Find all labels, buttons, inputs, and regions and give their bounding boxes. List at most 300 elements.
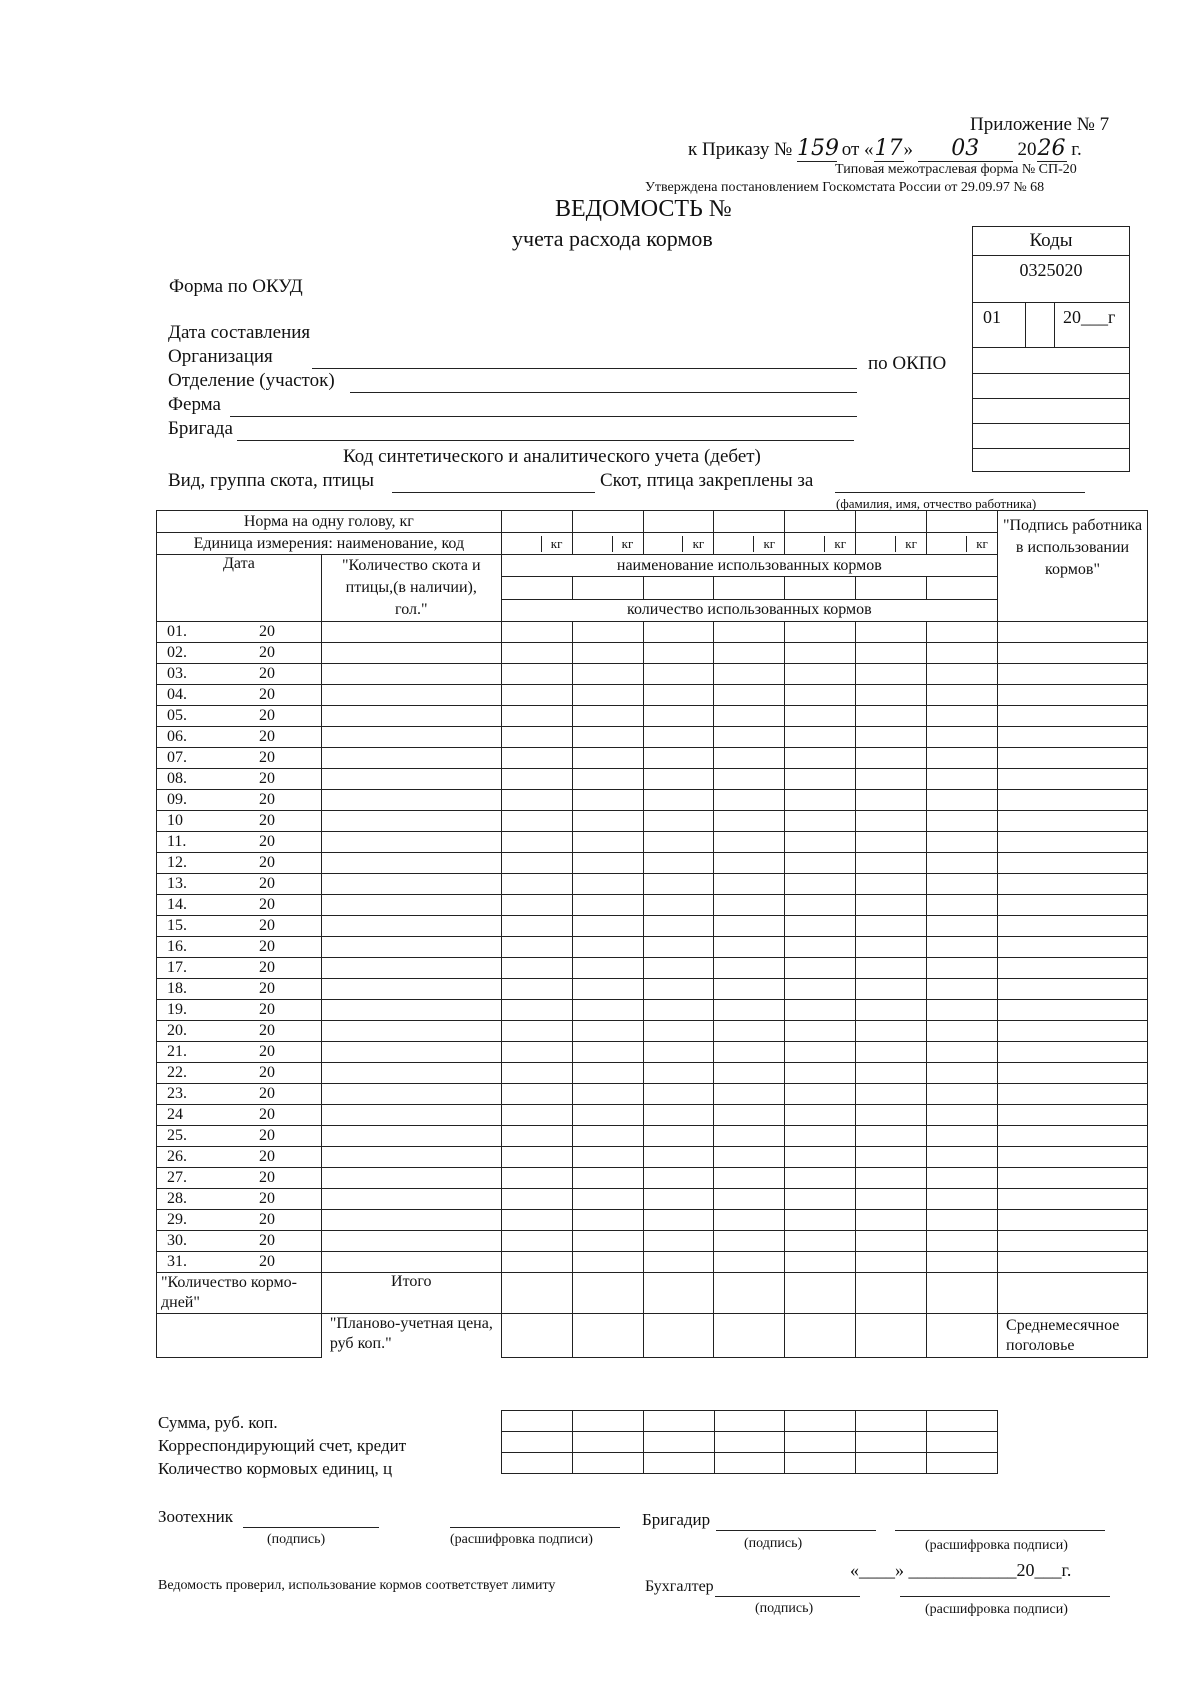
qty-cell[interactable] <box>321 685 501 706</box>
feed-qty-cell[interactable] <box>856 664 927 685</box>
feed-qty-cell[interactable] <box>856 1021 927 1042</box>
feed-qty-cell[interactable] <box>927 1105 998 1126</box>
price-cell[interactable] <box>785 1314 856 1358</box>
feed-qty-cell[interactable] <box>714 1021 785 1042</box>
accountant-decode-field[interactable] <box>900 1596 1110 1597</box>
feed-qty-cell[interactable] <box>643 916 714 937</box>
qty-cell[interactable] <box>321 979 501 1000</box>
feed-qty-cell[interactable] <box>785 1000 856 1021</box>
norm-cell[interactable] <box>927 511 998 533</box>
feed-qty-cell[interactable] <box>643 727 714 748</box>
feed-qty-cell[interactable] <box>643 853 714 874</box>
signature-cell[interactable] <box>998 1126 1148 1147</box>
feed-qty-cell[interactable] <box>714 664 785 685</box>
feed-qty-cell[interactable] <box>785 664 856 685</box>
feed-qty-cell[interactable] <box>643 748 714 769</box>
feed-qty-cell[interactable] <box>785 979 856 1000</box>
feed-qty-cell[interactable] <box>501 1105 572 1126</box>
qty-cell[interactable] <box>321 1168 501 1189</box>
qty-cell[interactable] <box>321 664 501 685</box>
feed-qty-cell[interactable] <box>643 1126 714 1147</box>
feed-qty-cell[interactable] <box>785 832 856 853</box>
feed-qty-cell[interactable] <box>501 1147 572 1168</box>
unit-cell[interactable] <box>643 533 714 555</box>
feed-qty-cell[interactable] <box>714 748 785 769</box>
feed-qty-cell[interactable] <box>572 706 643 727</box>
unit-cell[interactable] <box>785 533 856 555</box>
feed-qty-cell[interactable] <box>856 643 927 664</box>
signature-cell[interactable] <box>998 1105 1148 1126</box>
summary-cell[interactable] <box>572 1432 643 1453</box>
summary-cell[interactable] <box>927 1453 998 1474</box>
feed-qty-cell[interactable] <box>785 1126 856 1147</box>
feed-qty-cell[interactable] <box>714 937 785 958</box>
feed-qty-cell[interactable] <box>714 832 785 853</box>
unit-cell[interactable] <box>714 533 785 555</box>
feed-qty-cell[interactable] <box>856 706 927 727</box>
feed-qty-cell[interactable] <box>785 916 856 937</box>
feed-qty-cell[interactable] <box>501 706 572 727</box>
signature-cell[interactable] <box>998 832 1148 853</box>
feed-qty-cell[interactable] <box>714 874 785 895</box>
assigned-to-field[interactable] <box>835 492 1085 493</box>
feed-qty-cell[interactable] <box>572 1021 643 1042</box>
summary-cell[interactable] <box>856 1432 927 1453</box>
feed-qty-cell[interactable] <box>856 895 927 916</box>
feed-qty-cell[interactable] <box>927 832 998 853</box>
feed-qty-cell[interactable] <box>927 958 998 979</box>
zootech-signature-field[interactable] <box>243 1527 379 1528</box>
feed-qty-cell[interactable] <box>714 958 785 979</box>
price-cell[interactable] <box>501 1314 572 1358</box>
feed-qty-cell[interactable] <box>572 874 643 895</box>
feed-qty-cell[interactable] <box>572 685 643 706</box>
feed-qty-cell[interactable] <box>572 1042 643 1063</box>
signature-cell[interactable] <box>998 769 1148 790</box>
feed-qty-cell[interactable] <box>714 811 785 832</box>
feed-qty-cell[interactable] <box>572 937 643 958</box>
qty-cell[interactable] <box>321 832 501 853</box>
qty-cell[interactable] <box>321 706 501 727</box>
feed-qty-cell[interactable] <box>927 1168 998 1189</box>
summary-cell[interactable] <box>572 1411 643 1432</box>
feed-qty-cell[interactable] <box>501 979 572 1000</box>
signature-cell[interactable] <box>998 874 1148 895</box>
feed-qty-cell[interactable] <box>643 979 714 1000</box>
feed-qty-cell[interactable] <box>572 1168 643 1189</box>
signature-cell[interactable] <box>998 1021 1148 1042</box>
feed-qty-cell[interactable] <box>714 1168 785 1189</box>
summary-cell[interactable] <box>643 1432 714 1453</box>
feed-qty-cell[interactable] <box>643 1147 714 1168</box>
qty-cell[interactable] <box>321 937 501 958</box>
norm-cell[interactable] <box>785 511 856 533</box>
feed-qty-cell[interactable] <box>572 1084 643 1105</box>
total-cell[interactable] <box>927 1273 998 1314</box>
brigade-field[interactable] <box>237 440 854 441</box>
qty-cell[interactable] <box>321 895 501 916</box>
qty-cell[interactable] <box>321 1063 501 1084</box>
summary-cell[interactable] <box>785 1411 856 1432</box>
feed-qty-cell[interactable] <box>572 748 643 769</box>
feed-qty-cell[interactable] <box>714 1063 785 1084</box>
feed-qty-cell[interactable] <box>856 958 927 979</box>
feed-qty-cell[interactable] <box>501 1252 572 1273</box>
feed-qty-cell[interactable] <box>714 979 785 1000</box>
feed-qty-cell[interactable] <box>501 1042 572 1063</box>
feed-qty-cell[interactable] <box>856 1168 927 1189</box>
feed-qty-cell[interactable] <box>572 1105 643 1126</box>
signature-cell[interactable] <box>998 958 1148 979</box>
feed-qty-cell[interactable] <box>643 1231 714 1252</box>
feed-qty-cell[interactable] <box>643 895 714 916</box>
account-code[interactable] <box>973 449 1129 473</box>
feed-qty-cell[interactable] <box>785 748 856 769</box>
feed-qty-cell[interactable] <box>927 1126 998 1147</box>
price-cell[interactable] <box>927 1314 998 1358</box>
feed-qty-cell[interactable] <box>856 979 927 1000</box>
feed-qty-cell[interactable] <box>927 706 998 727</box>
feed-qty-cell[interactable] <box>572 1126 643 1147</box>
qty-cell[interactable] <box>321 916 501 937</box>
feed-qty-cell[interactable] <box>785 706 856 727</box>
feed-qty-cell[interactable] <box>927 1147 998 1168</box>
feed-qty-cell[interactable] <box>501 1231 572 1252</box>
feed-qty-cell[interactable] <box>643 790 714 811</box>
qty-cell[interactable] <box>321 874 501 895</box>
feed-qty-cell[interactable] <box>785 895 856 916</box>
feed-qty-cell[interactable] <box>856 832 927 853</box>
feed-qty-cell[interactable] <box>501 1210 572 1231</box>
feed-qty-cell[interactable] <box>856 1252 927 1273</box>
feed-qty-cell[interactable] <box>572 1147 643 1168</box>
feed-qty-cell[interactable] <box>572 832 643 853</box>
qty-cell[interactable] <box>321 748 501 769</box>
feed-qty-cell[interactable] <box>643 958 714 979</box>
feed-qty-cell[interactable] <box>501 685 572 706</box>
qty-cell[interactable] <box>321 853 501 874</box>
feed-qty-cell[interactable] <box>927 769 998 790</box>
feed-qty-cell[interactable] <box>856 748 927 769</box>
feed-qty-cell[interactable] <box>856 853 927 874</box>
feed-qty-cell[interactable] <box>643 1105 714 1126</box>
qty-cell[interactable] <box>321 1189 501 1210</box>
signature-cell[interactable] <box>998 1000 1148 1021</box>
department-code[interactable] <box>973 374 1129 399</box>
signature-cell[interactable] <box>998 1084 1148 1105</box>
feed-qty-cell[interactable] <box>927 748 998 769</box>
feed-qty-cell[interactable] <box>927 811 998 832</box>
feed-qty-cell[interactable] <box>501 874 572 895</box>
feed-qty-cell[interactable] <box>927 664 998 685</box>
signature-cell[interactable] <box>998 1231 1148 1252</box>
qty-cell[interactable] <box>321 1231 501 1252</box>
feed-qty-cell[interactable] <box>714 1189 785 1210</box>
feed-qty-cell[interactable] <box>572 916 643 937</box>
total-cell[interactable] <box>572 1273 643 1314</box>
feed-qty-cell[interactable] <box>785 958 856 979</box>
feed-qty-cell[interactable] <box>501 727 572 748</box>
feed-qty-cell[interactable] <box>714 727 785 748</box>
feed-qty-cell[interactable] <box>643 1168 714 1189</box>
feed-qty-cell[interactable] <box>714 895 785 916</box>
feed-qty-cell[interactable] <box>501 1189 572 1210</box>
total-cell[interactable] <box>643 1273 714 1314</box>
farm-code[interactable] <box>973 399 1129 424</box>
feed-qty-cell[interactable] <box>501 811 572 832</box>
zootech-decode-field[interactable] <box>450 1527 620 1528</box>
norm-cell[interactable] <box>572 511 643 533</box>
feed-qty-cell[interactable] <box>856 937 927 958</box>
signature-cell[interactable] <box>998 1168 1148 1189</box>
feed-qty-cell[interactable] <box>501 832 572 853</box>
feed-qty-cell[interactable] <box>785 685 856 706</box>
feed-qty-cell[interactable] <box>785 1252 856 1273</box>
feed-qty-cell[interactable] <box>501 643 572 664</box>
norm-cell[interactable] <box>714 511 785 533</box>
feed-name-cell[interactable] <box>714 577 785 599</box>
feed-qty-cell[interactable] <box>785 790 856 811</box>
total-cell[interactable] <box>714 1273 785 1314</box>
feed-qty-cell[interactable] <box>572 727 643 748</box>
feed-qty-cell[interactable] <box>856 1000 927 1021</box>
feed-name-cell[interactable] <box>643 577 714 599</box>
feed-qty-cell[interactable] <box>714 1105 785 1126</box>
feed-qty-cell[interactable] <box>572 1231 643 1252</box>
feed-qty-cell[interactable] <box>643 1252 714 1273</box>
qty-cell[interactable] <box>321 622 501 643</box>
feed-qty-cell[interactable] <box>785 874 856 895</box>
feed-qty-cell[interactable] <box>927 685 998 706</box>
feed-qty-cell[interactable] <box>856 1126 927 1147</box>
summary-cell[interactable] <box>714 1411 785 1432</box>
norm-cell[interactable] <box>501 511 572 533</box>
feed-qty-cell[interactable] <box>856 874 927 895</box>
summary-cell[interactable] <box>572 1453 643 1474</box>
summary-cell[interactable] <box>785 1432 856 1453</box>
feed-qty-cell[interactable] <box>714 643 785 664</box>
feed-qty-cell[interactable] <box>785 937 856 958</box>
summary-cell[interactable] <box>714 1453 785 1474</box>
feed-qty-cell[interactable] <box>856 685 927 706</box>
unit-cell[interactable] <box>856 533 927 555</box>
summary-cell[interactable] <box>927 1432 998 1453</box>
feed-qty-cell[interactable] <box>927 1210 998 1231</box>
feed-qty-cell[interactable] <box>785 1084 856 1105</box>
feed-qty-cell[interactable] <box>714 1231 785 1252</box>
feed-qty-cell[interactable] <box>927 979 998 1000</box>
norm-cell[interactable] <box>643 511 714 533</box>
feed-qty-cell[interactable] <box>927 1084 998 1105</box>
brigade-code[interactable] <box>973 424 1129 449</box>
feed-qty-cell[interactable] <box>643 664 714 685</box>
feed-qty-cell[interactable] <box>927 1252 998 1273</box>
feed-qty-cell[interactable] <box>714 853 785 874</box>
feed-qty-cell[interactable] <box>785 1042 856 1063</box>
summary-cell[interactable] <box>714 1432 785 1453</box>
feed-qty-cell[interactable] <box>785 1147 856 1168</box>
total-cell[interactable] <box>856 1273 927 1314</box>
signature-cell[interactable] <box>998 916 1148 937</box>
feed-qty-cell[interactable] <box>785 622 856 643</box>
feed-qty-cell[interactable] <box>572 1210 643 1231</box>
signature-cell[interactable] <box>998 1189 1148 1210</box>
signature-cell[interactable] <box>998 1210 1148 1231</box>
feed-qty-cell[interactable] <box>856 1063 927 1084</box>
signature-cell[interactable] <box>998 643 1148 664</box>
feed-qty-cell[interactable] <box>785 727 856 748</box>
signature-cell[interactable] <box>998 979 1148 1000</box>
feed-qty-cell[interactable] <box>572 1000 643 1021</box>
unit-cell[interactable] <box>572 533 643 555</box>
feed-qty-cell[interactable] <box>572 769 643 790</box>
feed-qty-cell[interactable] <box>643 706 714 727</box>
feed-qty-cell[interactable] <box>572 643 643 664</box>
summary-cell[interactable] <box>927 1411 998 1432</box>
feed-qty-cell[interactable] <box>927 916 998 937</box>
date-code[interactable] <box>973 303 1129 348</box>
feed-qty-cell[interactable] <box>856 769 927 790</box>
feed-qty-cell[interactable] <box>643 832 714 853</box>
feed-qty-cell[interactable] <box>572 1252 643 1273</box>
total-cell[interactable] <box>501 1273 572 1314</box>
qty-cell[interactable] <box>321 790 501 811</box>
summary-cell[interactable] <box>856 1411 927 1432</box>
feed-qty-cell[interactable] <box>785 1021 856 1042</box>
signature-cell[interactable] <box>998 811 1148 832</box>
feed-qty-cell[interactable] <box>927 1063 998 1084</box>
feed-qty-cell[interactable] <box>501 937 572 958</box>
feed-qty-cell[interactable] <box>785 811 856 832</box>
qty-cell[interactable] <box>321 1210 501 1231</box>
okpo-code[interactable] <box>973 348 1129 374</box>
feed-name-cell[interactable] <box>856 577 927 599</box>
feed-qty-cell[interactable] <box>501 790 572 811</box>
qty-cell[interactable] <box>321 1126 501 1147</box>
brigadier-signature-field[interactable] <box>716 1530 876 1531</box>
feed-name-cell[interactable] <box>572 577 643 599</box>
feed-qty-cell[interactable] <box>643 1063 714 1084</box>
feed-qty-cell[interactable] <box>856 1231 927 1252</box>
signature-cell[interactable] <box>998 937 1148 958</box>
feed-qty-cell[interactable] <box>927 1231 998 1252</box>
signature-cell[interactable] <box>998 748 1148 769</box>
feed-qty-cell[interactable] <box>572 958 643 979</box>
qty-cell[interactable] <box>321 1021 501 1042</box>
feed-name-cell[interactable] <box>927 577 998 599</box>
feed-qty-cell[interactable] <box>501 1126 572 1147</box>
feed-qty-cell[interactable] <box>856 1189 927 1210</box>
price-cell[interactable] <box>572 1314 643 1358</box>
feed-qty-cell[interactable] <box>501 1168 572 1189</box>
feed-qty-cell[interactable] <box>927 727 998 748</box>
signature-cell[interactable] <box>998 1252 1148 1273</box>
feed-qty-cell[interactable] <box>501 916 572 937</box>
signature-cell[interactable] <box>998 622 1148 643</box>
feed-qty-cell[interactable] <box>572 1063 643 1084</box>
signature-cell[interactable] <box>998 1042 1148 1063</box>
feed-qty-cell[interactable] <box>572 811 643 832</box>
signature-cell[interactable] <box>998 853 1148 874</box>
qty-cell[interactable] <box>321 1084 501 1105</box>
total-signature-cell[interactable] <box>998 1273 1148 1314</box>
feed-qty-cell[interactable] <box>501 853 572 874</box>
qty-cell[interactable] <box>321 769 501 790</box>
feed-qty-cell[interactable] <box>785 853 856 874</box>
price-cell[interactable] <box>856 1314 927 1358</box>
feed-qty-cell[interactable] <box>856 1042 927 1063</box>
feed-qty-cell[interactable] <box>927 874 998 895</box>
feed-qty-cell[interactable] <box>714 622 785 643</box>
signature-cell[interactable] <box>998 1147 1148 1168</box>
feed-qty-cell[interactable] <box>714 1210 785 1231</box>
feed-days-value[interactable] <box>157 1314 322 1358</box>
price-cell[interactable] <box>714 1314 785 1358</box>
feed-qty-cell[interactable] <box>714 1000 785 1021</box>
feed-qty-cell[interactable] <box>714 1126 785 1147</box>
feed-qty-cell[interactable] <box>572 1189 643 1210</box>
qty-cell[interactable] <box>321 1147 501 1168</box>
feed-qty-cell[interactable] <box>501 769 572 790</box>
qty-cell[interactable] <box>321 811 501 832</box>
feed-qty-cell[interactable] <box>643 1189 714 1210</box>
feed-qty-cell[interactable] <box>643 769 714 790</box>
signature-cell[interactable] <box>998 727 1148 748</box>
okud-code[interactable]: 0325020 <box>973 256 1129 303</box>
feed-qty-cell[interactable] <box>714 706 785 727</box>
feed-qty-cell[interactable] <box>856 622 927 643</box>
summary-cell[interactable] <box>643 1411 714 1432</box>
organization-field[interactable] <box>312 368 857 369</box>
qty-cell[interactable] <box>321 1000 501 1021</box>
feed-qty-cell[interactable] <box>856 1210 927 1231</box>
summary-cell[interactable] <box>502 1453 573 1474</box>
feed-qty-cell[interactable] <box>927 937 998 958</box>
qty-cell[interactable] <box>321 1042 501 1063</box>
feed-qty-cell[interactable] <box>714 1252 785 1273</box>
feed-qty-cell[interactable] <box>927 1000 998 1021</box>
signature-cell[interactable] <box>998 685 1148 706</box>
summary-cell[interactable] <box>643 1453 714 1474</box>
signature-cell[interactable] <box>998 706 1148 727</box>
feed-qty-cell[interactable] <box>643 643 714 664</box>
unit-cell[interactable] <box>501 533 572 555</box>
feed-qty-cell[interactable] <box>856 1147 927 1168</box>
feed-name-cell[interactable] <box>785 577 856 599</box>
feed-qty-cell[interactable] <box>927 895 998 916</box>
department-field[interactable] <box>350 392 857 393</box>
total-cell[interactable] <box>785 1273 856 1314</box>
qty-cell[interactable] <box>321 727 501 748</box>
summary-cell[interactable] <box>856 1453 927 1474</box>
feed-qty-cell[interactable] <box>714 769 785 790</box>
feed-qty-cell[interactable] <box>785 1210 856 1231</box>
feed-qty-cell[interactable] <box>572 895 643 916</box>
feed-qty-cell[interactable] <box>643 622 714 643</box>
feed-qty-cell[interactable] <box>572 853 643 874</box>
price-cell[interactable] <box>643 1314 714 1358</box>
farm-field[interactable] <box>230 416 857 417</box>
feed-qty-cell[interactable] <box>714 790 785 811</box>
feed-qty-cell[interactable] <box>927 622 998 643</box>
feed-qty-cell[interactable] <box>927 853 998 874</box>
feed-qty-cell[interactable] <box>785 643 856 664</box>
feed-qty-cell[interactable] <box>501 1021 572 1042</box>
feed-qty-cell[interactable] <box>927 1189 998 1210</box>
feed-qty-cell[interactable] <box>785 1063 856 1084</box>
feed-qty-cell[interactable] <box>714 916 785 937</box>
feed-qty-cell[interactable] <box>714 1042 785 1063</box>
